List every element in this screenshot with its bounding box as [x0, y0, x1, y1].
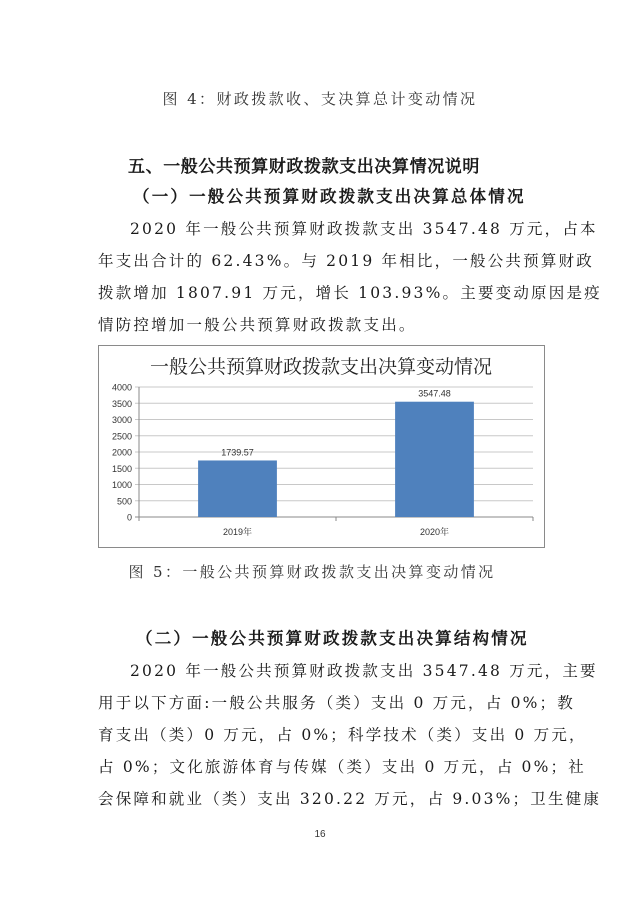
subsection-1-title: （一）一般公共预算财政拨款支出决算总体情况	[133, 187, 526, 206]
x-tick-label: 2020年	[419, 527, 450, 537]
paragraph-1-line-3: 拨款增加 1807.91 万元，增长 103.93%。主要变动原因是疫	[98, 284, 602, 302]
bar-2020年	[395, 402, 474, 517]
y-tick-label: 1500	[111, 463, 132, 474]
x-tick-label: 2019年	[222, 527, 253, 537]
page-number: 16	[314, 829, 326, 840]
y-tick-label: 0	[126, 512, 132, 523]
y-tick-label: 3000	[111, 415, 132, 425]
y-tick-label: 1000	[111, 480, 132, 490]
data-label: 1739.57	[221, 447, 254, 458]
y-tick-label: 500	[116, 496, 132, 507]
paragraph-2-line-3: 育支出（类）0 万元，占 0%；科学技术（类）支出 0 万元，	[98, 726, 587, 744]
section-5-title: 五、一般公共预算财政拨款支出决算情况说明	[128, 157, 480, 177]
y-tick-label: 3500	[111, 398, 132, 409]
paragraph-2-line-1: 2020 年一般公共预算财政拨款支出 3547.48 万元，主要	[130, 662, 598, 680]
paragraph-2-line-4: 占 0%；文化旅游体育与传媒（类）支出 0 万元，占 0%；社	[98, 758, 586, 776]
data-label: 3547.48	[418, 388, 451, 399]
paragraph-2-line-2: 用于以下方面:一般公共服务（类）支出 0 万元，占 0%；教	[98, 694, 575, 712]
y-tick-label: 2000	[111, 447, 132, 458]
y-tick-label: 2500	[111, 431, 132, 442]
subsection-2-title: （二）一般公共预算财政拨款支出决算结构情况	[136, 629, 529, 648]
y-tick-label: 4000	[111, 382, 132, 393]
bar-chart	[98, 345, 545, 548]
paragraph-1-line-2: 年支出合计的 62.43%。与 2019 年相比，一般公共预算财政	[98, 252, 594, 270]
bar-2019年	[198, 460, 277, 517]
paragraph-1-line-1: 2020 年一般公共预算财政拨款支出 3547.48 万元，占本	[130, 220, 598, 238]
figure-4-caption: 图 4：财政拨款收、支决算总计变动情况	[162, 90, 478, 108]
paragraph-2-line-5: 会保障和就业（类）支出 320.22 万元，占 9.03%；卫生健康	[98, 790, 602, 808]
bar-chart-svg	[99, 346, 544, 547]
chart-title: 一般公共预算财政拨款支出决算变动情况	[149, 356, 493, 378]
figure-5-caption: 图 5：一般公共预算财政拨款支出决算变动情况	[128, 563, 496, 581]
paragraph-1-line-4: 情防控增加一般公共预算财政拨款支出。	[98, 316, 417, 334]
